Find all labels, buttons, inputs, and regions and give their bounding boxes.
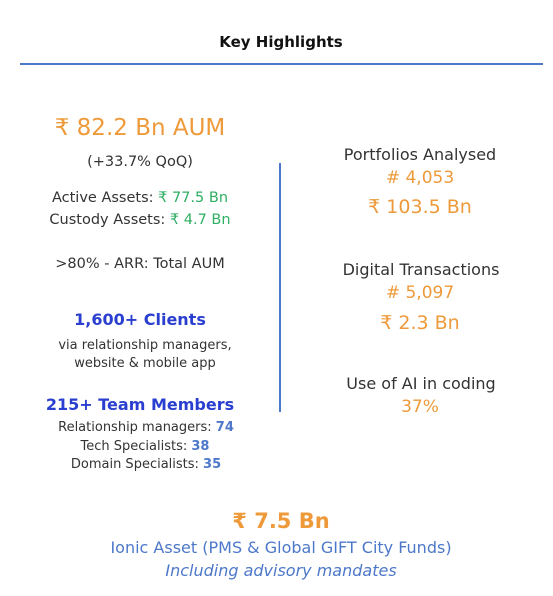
team-row-label: Domain Specialists: bbox=[70, 457, 204, 472]
custody-assets bbox=[49, 212, 230, 228]
footer-line1: Ionic Asset (PMS & Global GIFT City Funds) bbox=[110, 538, 452, 557]
ai-value: 37% bbox=[401, 397, 439, 417]
team-row-label: Relationship managers: bbox=[58, 420, 216, 435]
team-row-value: 35 bbox=[203, 457, 222, 472]
arr-text: >80% - ARR: Total AUM bbox=[55, 256, 225, 272]
footer-value: ₹ 7.5 Bn bbox=[232, 509, 330, 533]
team-row-value: 38 bbox=[191, 439, 210, 454]
title-divider bbox=[20, 63, 543, 65]
clients-line1: via relationship managers, bbox=[58, 338, 232, 353]
column-divider bbox=[279, 163, 281, 412]
team-heading: 215+ Team Members bbox=[45, 395, 235, 414]
clients-line2: website & mobile app bbox=[74, 356, 216, 371]
clients-heading: 1,600+ Clients bbox=[74, 310, 206, 329]
digital-value: ₹ 2.3 Bn bbox=[380, 312, 460, 334]
active-assets bbox=[52, 190, 228, 206]
portfolios-count: # 4,053 bbox=[385, 168, 455, 188]
portfolios-label: Portfolios Analysed bbox=[343, 145, 497, 164]
custody-assets-value: ₹ 4.7 Bn bbox=[169, 212, 231, 228]
team-row bbox=[58, 420, 234, 435]
custody-assets-label: Custody Assets: bbox=[49, 212, 170, 228]
active-assets-label: Active Assets: bbox=[51, 190, 159, 206]
team-row bbox=[81, 439, 210, 454]
ai-label: Use of AI in coding bbox=[346, 374, 496, 393]
active-assets-value: ₹ 77.5 Bn bbox=[158, 190, 229, 206]
footer-line2: Including advisory mandates bbox=[165, 561, 397, 580]
portfolios-value: ₹ 103.5 Bn bbox=[368, 196, 472, 218]
team-row-value: 74 bbox=[215, 420, 234, 435]
team-row-label: Tech Specialists: bbox=[80, 439, 192, 454]
page-title: Key Highlights bbox=[219, 33, 343, 51]
aum-value: ₹ 82.2 Bn AUM bbox=[54, 115, 226, 141]
aum-qoq: (+33.7% QoQ) bbox=[87, 154, 193, 170]
team-row bbox=[71, 457, 221, 472]
digital-count: # 5,097 bbox=[385, 283, 455, 303]
digital-label: Digital Transactions bbox=[342, 260, 500, 279]
